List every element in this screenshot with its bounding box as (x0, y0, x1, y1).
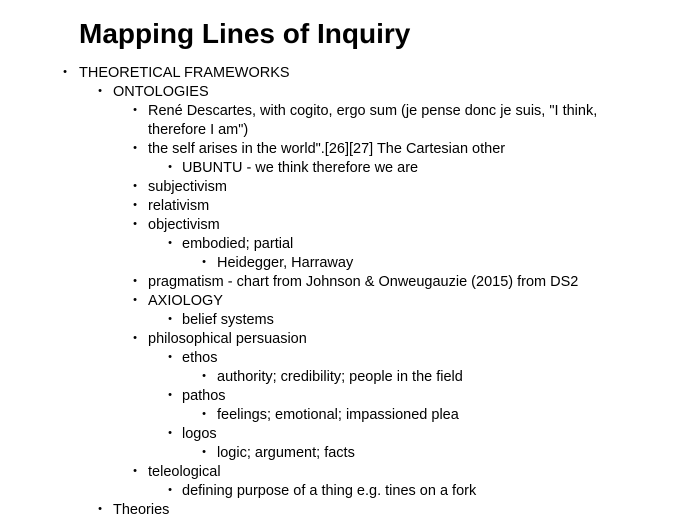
bullet-icon: • (63, 66, 67, 78)
outline-item-text: logic; argument; facts (217, 445, 355, 461)
outline-item (0, 444, 696, 463)
bullet-icon: • (133, 332, 137, 344)
outline-item-text: ethos (182, 350, 218, 366)
outline-item (0, 482, 696, 501)
outline-item-text: relativism (148, 198, 210, 214)
outline-item (0, 368, 696, 387)
outline-item-text: objectivism (148, 217, 220, 233)
outline-item (0, 406, 696, 425)
outline-item (0, 140, 696, 159)
outline-item (0, 387, 696, 406)
outline-item-text: the self arises in the world".[26][27] The Cartesian other (148, 141, 506, 157)
outline-item (0, 64, 696, 83)
bullet-outline (0, 64, 696, 520)
bullet-icon: • (168, 313, 172, 325)
bullet-icon: • (202, 256, 206, 268)
outline-item-text: René Descartes, with cogito, ergo sum (je pense donc je suis, "I think, therefore I am") (148, 103, 598, 138)
bullet-icon: • (202, 370, 206, 382)
bullet-icon: • (133, 275, 137, 287)
bullet-icon: • (133, 465, 137, 477)
bullet-icon: • (168, 484, 172, 496)
outline-item-text: feelings; emotional; impassioned plea (217, 407, 459, 423)
outline-item (0, 349, 696, 368)
outline-item-text: authority; credibility; people in the field (217, 369, 463, 385)
outline-item-text: ONTOLOGIES (113, 84, 209, 100)
outline-item-text: UBUNTU - we think therefore we are (182, 160, 419, 176)
bullet-icon: • (133, 104, 137, 116)
outline-item-text: Heidegger, Harraway (217, 255, 354, 271)
outline-item (0, 330, 696, 349)
bullet-icon: • (202, 408, 206, 420)
outline-item-text: pathos (182, 388, 226, 404)
bullet-icon: • (133, 294, 137, 306)
outline-item (0, 159, 696, 178)
bullet-icon: • (133, 180, 137, 192)
outline-item-text: embodied; partial (182, 236, 294, 252)
bullet-icon: • (168, 351, 172, 363)
outline-item-text: subjectivism (148, 179, 227, 195)
bullet-icon: • (133, 199, 137, 211)
outline-item-text: defining purpose of a thing e.g. tines on a fork (182, 483, 477, 499)
outline-item (0, 216, 696, 235)
bullet-icon: • (98, 85, 102, 97)
outline-item (0, 463, 696, 482)
outline-item-text: Theories (113, 502, 170, 518)
bullet-icon: • (133, 218, 137, 230)
outline-item-text: logos (182, 426, 217, 442)
bullet-icon: • (133, 142, 137, 154)
outline-item (0, 102, 696, 140)
outline-item (0, 197, 696, 216)
outline-item-text: belief systems (182, 312, 274, 328)
outline-item (0, 235, 696, 254)
outline-item (0, 254, 696, 273)
slide-title: Mapping Lines of Inquiry (79, 18, 411, 49)
outline-item (0, 425, 696, 444)
outline-item-text: philosophical persuasion (148, 331, 307, 347)
outline-item (0, 292, 696, 311)
bullet-icon: • (202, 446, 206, 458)
outline-item-text: pragmatism - chart from Johnson & Onweugauzie (2015) from DS2 (148, 274, 579, 290)
bullet-icon: • (168, 389, 172, 401)
outline-item-text: AXIOLOGY (148, 293, 223, 309)
outline-item (0, 178, 696, 197)
outline-item (0, 501, 696, 520)
bullet-icon: • (98, 503, 102, 515)
bullet-icon: • (168, 161, 172, 173)
outline-item (0, 83, 696, 102)
outline-item (0, 311, 696, 330)
outline-item (0, 273, 696, 292)
bullet-icon: • (168, 427, 172, 439)
outline-item-text: teleological (148, 464, 221, 480)
outline-item-text: THEORETICAL FRAMEWORKS (79, 65, 290, 81)
bullet-icon: • (168, 237, 172, 249)
